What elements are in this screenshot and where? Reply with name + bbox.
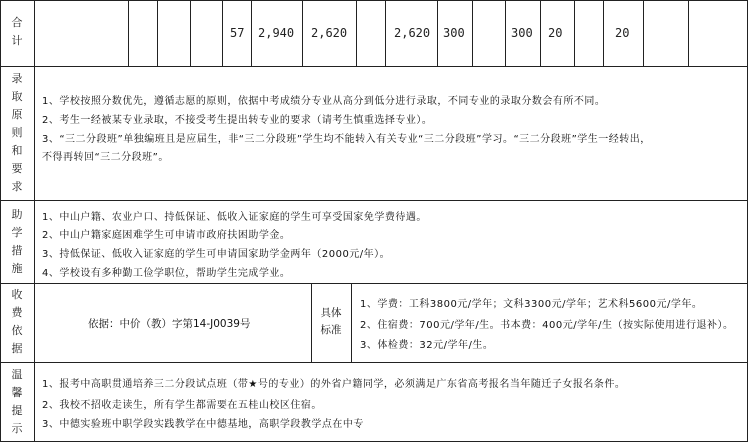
label-char: 则 — [11, 126, 23, 139]
aid-item: 3、持低保证、低收入证家庭的学生可申请国家助学金两年（2000元/年）。 — [42, 249, 391, 260]
col-divider — [34, 0, 35, 442]
total-value: 20 — [615, 26, 630, 40]
col-divider — [251, 0, 252, 66]
label-char: 具体 — [320, 307, 342, 319]
row-divider — [0, 0, 748, 1]
aid-item: 1、中山户籍、农业户口、持低保证、低收入证家庭的学生可享受国家免学费待遇。 — [42, 212, 427, 223]
total-value: 2,940 — [258, 26, 295, 40]
label-char: 录 — [11, 72, 23, 85]
label-char: 和 — [11, 144, 23, 157]
label-char: 原 — [11, 108, 23, 121]
col-divider — [351, 283, 352, 362]
aid-item: 4、学校设有多种勤工俭学职位，帮助学生完成学业。 — [42, 268, 291, 279]
tip-item: 3、中德实验班中职学段实践教学在中德基地，高职学段教学点在中专 — [42, 419, 364, 430]
fee-item: 1、学费：工科3800元/学年；文科3300元/学年；艺术科5600元/学年。 — [360, 299, 703, 310]
fees-label — [0, 286, 34, 358]
fee-basis: 依据：中价（教）字第14-J0039号 — [88, 318, 251, 330]
row-divider — [0, 362, 748, 363]
tips-label — [0, 366, 34, 438]
label-char: 温 — [11, 368, 23, 381]
admission-rule: 2、考生一经被某专业录取，不接受考生提出转专业的要求（请考生慎重选择专业）。 — [42, 115, 433, 126]
tip-item: 1、报考中高职贯通培养三二分段试点班（带★号的专业）的外省户籍同学，必须满足广东省高考报名当年随迁子女报名条件。 — [42, 379, 626, 390]
label-char: 标准 — [320, 324, 342, 336]
fee-item: 2、住宿费：700元/学年/生。书本费：400元/学年/生（按实际使用进行退补）。 — [360, 320, 734, 331]
total-value: 300 — [511, 26, 533, 40]
col-divider — [643, 0, 644, 66]
total-value: 57 — [230, 26, 245, 40]
label-char: 助 — [11, 208, 23, 221]
label-char: 收 — [11, 288, 23, 301]
col-divider — [472, 0, 473, 66]
fee-item: 3、体检费：32元/学年/生。 — [360, 340, 494, 351]
col-divider — [302, 0, 303, 66]
col-divider — [128, 0, 129, 66]
label-char: 费 — [11, 306, 23, 319]
label-char: 求 — [11, 180, 23, 193]
row-divider — [0, 200, 748, 201]
label-char: 要 — [11, 162, 23, 175]
col-divider — [505, 0, 506, 66]
total-value: 2,620 — [394, 26, 431, 40]
col-divider — [222, 0, 223, 66]
admission-label — [0, 70, 34, 196]
label-char: 依 — [11, 324, 23, 337]
col-divider — [157, 0, 158, 66]
col-divider — [747, 0, 748, 442]
admission-rule: 1、学校按照分数优先，遵循志愿的原则，依据中考成绩分专业从高分到低分进行录取，不同专业的录取分数会有所不同。 — [42, 96, 606, 107]
label-char: 提 — [11, 404, 23, 417]
label-char: 取 — [11, 90, 23, 103]
admission-rule: 不得再转回“三二分段班”。 — [42, 152, 169, 163]
col-divider — [385, 0, 386, 66]
label-char: 据 — [11, 342, 23, 355]
aid-item: 2、中山户籍家庭困难学生可申请市政府扶困助学金。 — [42, 230, 291, 241]
aid-label — [0, 206, 34, 278]
total-value: 2,620 — [311, 26, 348, 40]
label-char: 合 — [11, 16, 23, 29]
tip-item: 2、我校不招收走读生，所有学生都需要在五桂山校区住宿。 — [42, 400, 322, 411]
col-divider — [437, 0, 438, 66]
col-divider — [190, 0, 191, 66]
col-divider — [688, 0, 689, 66]
col-divider — [540, 0, 541, 66]
label-char: 措 — [11, 244, 23, 257]
label-char: 学 — [11, 226, 23, 239]
row-divider — [0, 283, 748, 284]
total-row-label — [0, 14, 34, 50]
label-char: 计 — [11, 34, 23, 47]
row-divider — [0, 66, 748, 67]
col-divider — [356, 0, 357, 66]
col-divider — [574, 0, 575, 66]
label-char: 示 — [11, 422, 23, 435]
label-char: 施 — [11, 262, 23, 275]
col-divider — [603, 0, 604, 66]
fee-standard-label — [311, 305, 351, 339]
label-char: 馨 — [11, 386, 23, 399]
admission-rule: 3、“三二分段班”单独编班且是应届生，非“三二分段班”学生均不能转入有关专业“三二分段班”学习。“三二分段班”学生一经转出， — [42, 134, 651, 145]
total-value: 20 — [548, 26, 563, 40]
total-value: 300 — [443, 26, 465, 40]
